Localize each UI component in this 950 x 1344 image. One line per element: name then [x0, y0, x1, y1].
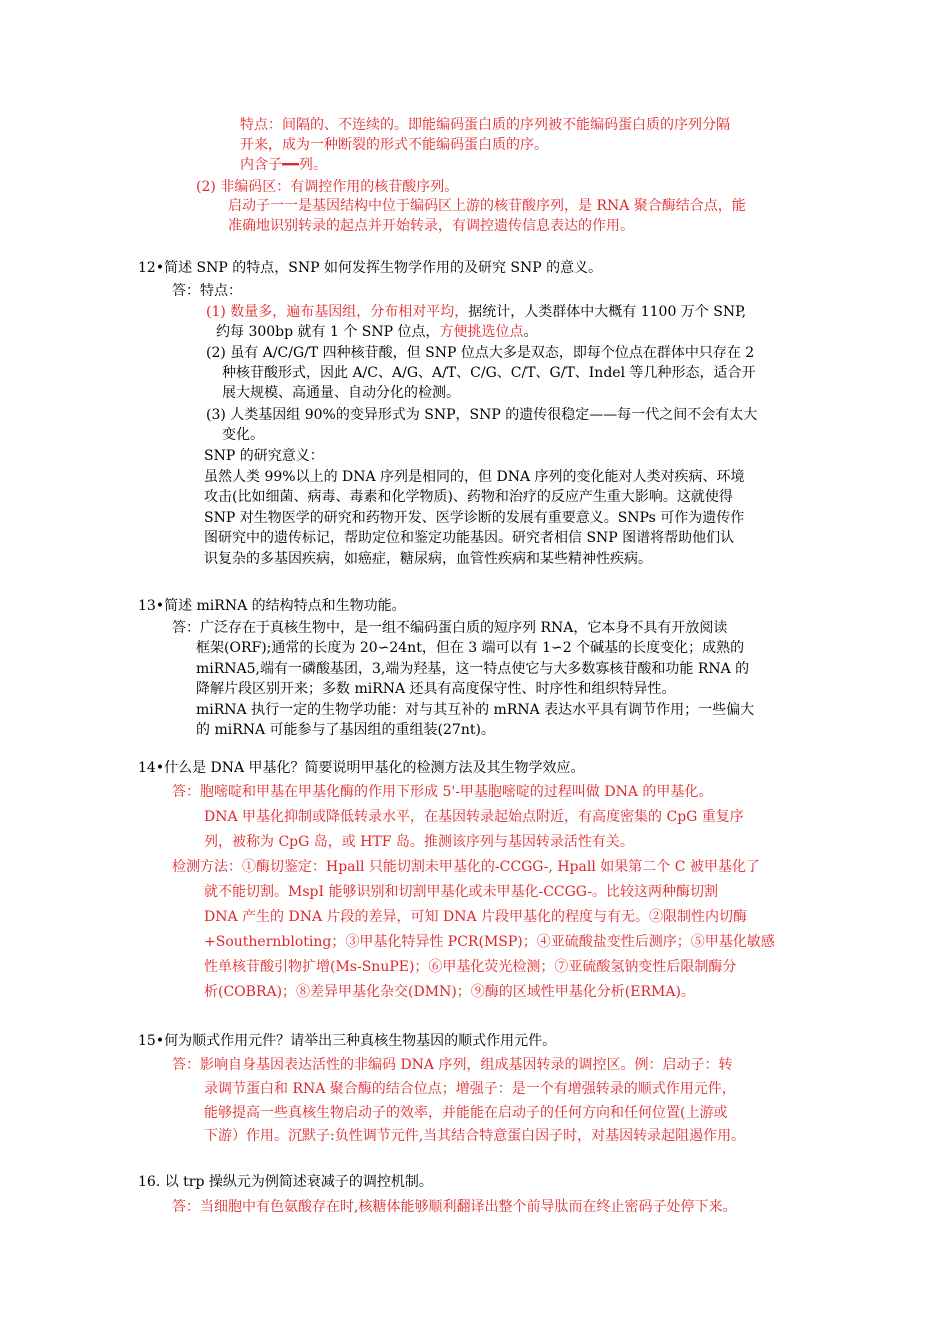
- q14-method-4: +Southernbloting；③甲基化特异性 PCR(MSP)；④亚硫酸盐变性后测序；⑤甲基化敏感: [204, 934, 775, 950]
- q15-answer-3: 能够提高一些真核生物启动子的效率，并能能在启动子的任何方向和任何位置(上游或: [204, 1105, 728, 1121]
- q12-point-1a-red: (1) 数量多，遍布基因组，分布相对平均，: [206, 304, 469, 320]
- q12-point-1a: [206, 302, 746, 322]
- q12-answer-label: 答：特点：: [172, 283, 242, 299]
- q12-meaning-label: SNP 的研究意义：: [204, 448, 324, 464]
- q12-point-2c: 展大规模、高通量、自动分化的检测。: [222, 385, 460, 401]
- s11-line-1: 特点：间隔的、不连续的。即能编码蛋白质的序列被不能编码蛋白质的序列分隔: [240, 117, 730, 133]
- q13-answer-4: 降解片段区别开来；多数 miRNA 还具有高度保守性、时序性和组织特异性。: [196, 681, 676, 697]
- q14-method-3: DNA 产生的 DNA 片段的差异，可知 DNA 片段甲基化的程度与有无。②限制性内切酶: [204, 909, 748, 925]
- q13-answer-5: miRNA 执行一定的生物学功能：对与其互补的 mRNA 表达水平具有调节作用；一些偏大: [196, 702, 755, 718]
- q12-point-1b: [216, 322, 538, 342]
- q14-method-2: 就不能切割。MspI 能够识别和切割甲基化或未甲基化-CCGG-。比较这两种酶切割: [204, 884, 718, 900]
- s11-line-4: (2) 非编码区：有调控作用的核苷酸序列。: [196, 179, 459, 195]
- q14-method-1: 检测方法：①酶切鉴定：Hpall 只能切割未甲基化的-CCGG-, Hpall 如果第二个 C 被甲基化了: [172, 859, 760, 875]
- q12-meaning-5: 识复杂的多基因疾病，如癌症，糖尿病，血管性疾病和某些精神性疾病。: [204, 551, 652, 567]
- q14-answer-2: DNA 甲基化抑制或降低转录水平，在基因转录起始点附近，有高度密集的 CpG 重复序: [204, 809, 744, 825]
- q12-meaning-1: 虽然人类 99%以上的 DNA 序列是相同的，但 DNA 序列的变化能对人类对疾病、环境: [204, 469, 745, 485]
- q12-meaning-4: 图研究中的遗传标记，帮助定位和鉴定功能基因。研究者相信 SNP 图谱将帮助他们认: [204, 530, 735, 546]
- s11-line-5: 启动子一一是基因结构中位于编码区上游的核苷酸序列，是 RNA 聚合酶结合点，能: [228, 198, 746, 214]
- q14-method-5: 性单核苷酸引物扩增(Ms-SnuPE)；⑥甲基化荧光检测；⑦亚硫酸氢钠变性后限制酶分: [204, 959, 737, 975]
- q15-answer-1: 答：影响自身基因表达活性的非编码 DNA 序列，组成基因转录的调控区。例：启动子：转: [172, 1057, 733, 1073]
- q13-answer-1: 答：广泛存在于真核生物中，是一组不编码蛋白质的短序列 RNA，它本身不具有开放阅读: [172, 620, 728, 636]
- q12-meaning-2: 攻击(比如细菌、病毒、毒素和化学物质)、药物和治疗的反应产生重大影响。这就使得: [204, 489, 733, 505]
- q12-point-1b-end: 。: [523, 324, 538, 340]
- q16-title: 16. 以 trp 操纵元为例简述衰减子的调控机制。: [138, 1174, 433, 1190]
- q14-answer-1: 答：胞嘧啶和甲基在甲基化酶的作用下形成 5'-甲基胞嘧啶的过程叫做 DNA 的甲基化。: [172, 784, 713, 800]
- q12-point-1b-red: 方便挑选位点: [439, 324, 524, 340]
- s11-line-6: 准确地识别转录的起点并开始转录，有调控遗传信息表达的作用。: [228, 218, 634, 234]
- q12-point-3b: 变化。: [222, 427, 264, 443]
- q14-method-6: 析(COBRA)；⑧差异甲基化杂交(DMN)；⑨酶的区域性甲基化分析(ERMA)。: [204, 984, 695, 1000]
- q15-answer-4: 下游）作用。沉默子:负性调节元件,当其结合特意蛋白因子时，对基因转录起阻遏作用。: [204, 1128, 746, 1144]
- q12-point-1a-black: 据统计，人类群体中大概有 1100 万个 SNP,: [468, 304, 747, 320]
- q14-answer-3: 列，被称为 CpG 岛，或 HTF 岛。推测该序列与基因转录活性有关。: [204, 834, 634, 850]
- q14-title: 14•什么是 DNA 甲基化？简要说明甲基化的检测方法及其生物学效应。: [138, 760, 585, 776]
- s11-line-2: 开来，成为一种断裂的形式不能编码蛋白质的序。: [240, 137, 548, 153]
- q12-title: 12•简述 SNP 的特点，SNP 如何发挥生物学作用的及研究 SNP 的意义。: [138, 260, 603, 276]
- q13-answer-3: miRNA5,端有一磷酸基团，3,端为羟基，这一特点使它与大多数寡核苷酸和功能 RNA 的: [196, 661, 750, 677]
- q12-point-2b: 种核苷酸形式，因此 A/C、A/G、A/T、C/G、C/T、G/T、Indel 等几种形态，适合开: [222, 365, 756, 381]
- q13-answer-6: 的 miRNA 可能参与了基因组的重组装(27nt)。: [196, 722, 495, 738]
- q15-title: 15•何为顺式作用元件？请举出三种真核生物基因的顺式作用元件。: [138, 1033, 557, 1049]
- s11-line-3: 内含子━━列。: [240, 157, 327, 173]
- q12-point-2a: (2) 虽有 A/C/G/T 四种核苷酸，但 SNP 位点大多是双态，即每个位点在群体中只存在 2: [206, 345, 755, 361]
- q12-point-3a: (3) 人类基因组 90%的变异形式为 SNP，SNP 的遗传很稳定——每一代之间不会有太大: [206, 407, 758, 423]
- q13-answer-2: 框架(ORF);通常的长度为 20∽24nt，但在 3 端可以有 1∽2 个碱基的长度变化；成熟的: [196, 640, 745, 656]
- q16-answer-1: 答：当细胞中有色氨酸存在时,核糖体能够顺利翻译出整个前导肽而在终止密码子处停下来。: [172, 1199, 737, 1215]
- q12-point-1b-black: 约每 300bp 就有 1 个 SNP 位点，: [216, 324, 440, 340]
- q12-meaning-3: SNP 对生物医学的研究和药物开发、医学诊断的发展有重要意义。SNPs 可作为遗传作: [204, 510, 745, 526]
- q15-answer-2: 录调节蛋白和 RNA 聚合酶的结合位点；增强子：是一个有增强转录的顺式作用元件，: [204, 1081, 736, 1097]
- q13-title: 13•简述 miRNA 的结构特点和生物功能。: [138, 598, 406, 614]
